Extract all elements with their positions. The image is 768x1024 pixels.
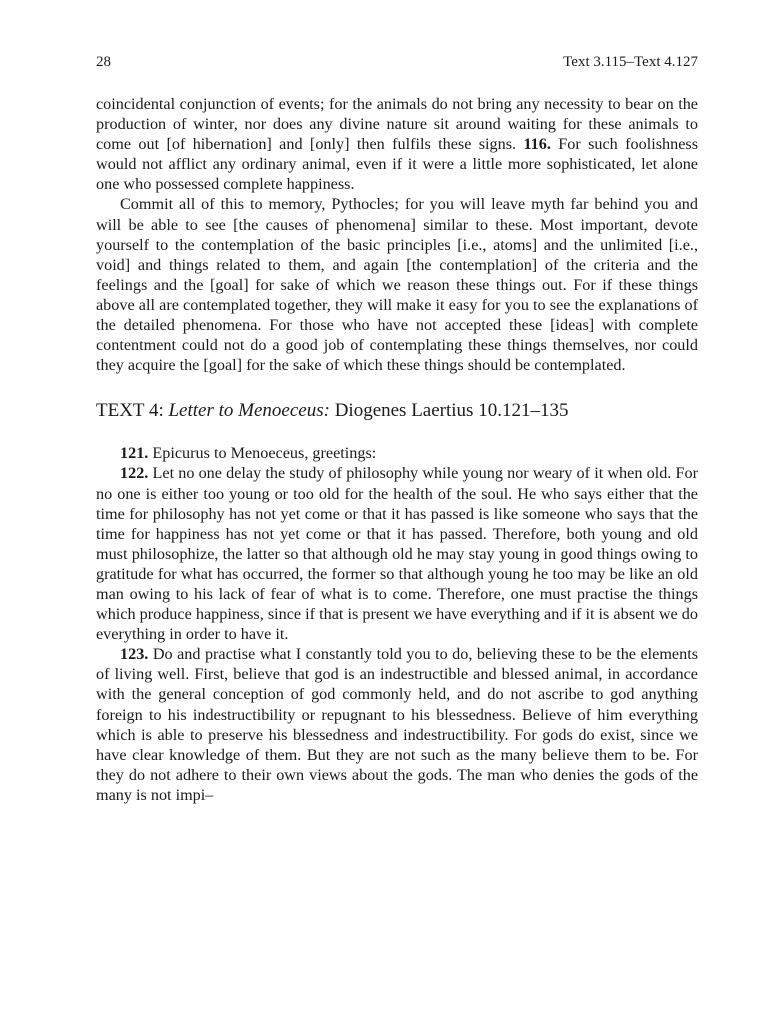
- running-title: Text 3.115–Text 4.127: [563, 54, 698, 70]
- section-number-116: 116.: [523, 135, 551, 154]
- book-page: [96, 52, 698, 805]
- section-label: TEXT 4:: [96, 400, 169, 422]
- page-number: 28: [96, 54, 111, 70]
- paragraph-text: coincidental conjunction of events; for the animals do not bring any necessity to bear on the production of winter, nor does any divine nature sit around waiting for these animals to come out [of hibernation] and [only] then fulfils these signs.: [96, 95, 698, 154]
- section-title: Letter to Menoeceus:: [168, 400, 330, 422]
- section-source: Diogenes Laertius 10.121–135: [329, 400, 569, 422]
- section-heading: [96, 399, 698, 423]
- paragraph-text: For such foolishness would not afflict any ordinary animal, even if it were a little more sophisticated, let alone one who possessed complete happiness.: [96, 135, 698, 194]
- paragraph-pythocles: Commit all of this to memory, Pythocles; for you will leave myth far behind you and will be able to see [the causes of phenomena] similar to these. Most important, devote yourself to the contemplation of the basic principles [i.e., atoms] and the unlimited [i.e., void] and things related to them, and again [the contemplation] of the criteria and the feelings and the [goal] for sake of which we reason these things out. For if these things above all are contemplated together, they will make it easy for you to see the explanations of the detailed phenomena. For those who have not accepted these [ideas] with complete contentment could not do a good job of contemplating these things themselves, nor could they acquire the [goal] for the sake of which these things should be contemplated.: [96, 195, 698, 375]
- body-text: [96, 94, 698, 805]
- paragraph-122: [96, 463, 698, 644]
- section-number-123: 123.: [120, 645, 149, 664]
- section-number-122: 122.: [120, 464, 149, 483]
- running-header: [96, 52, 698, 72]
- paragraph-123: [96, 644, 698, 805]
- paragraph-continuation: [96, 94, 698, 194]
- section-number-121: 121.: [120, 444, 149, 463]
- paragraph-text: Do and practise what I constantly told you to do, believing these to be the elements of living well. First, believe that god is an indestructible and blessed animal, in accordance with the general conception of god commonly held, and do not ascribe to god anything foreign to his indestructibility or repugnant to his blessedness. Believe of him everything which is able to preserve his blessedness and indestructibility. For gods do exist, since we have clear knowledge of them. But they are not such as the many believe them to be. For they do not adhere to their own views about the gods. The man who denies the gods of the many is not impi–: [96, 645, 698, 804]
- paragraph-text: Epicurus to Menoeceus, greetings:: [148, 444, 377, 463]
- paragraph-text: Let no one delay the study of philosophy while young nor weary of it when old. For no one is either too young or too old for the health of the soul. He who says either that the time for philosophy has not yet come or that it has passed is like someone who says that the time for happiness has not yet come or that it has passed. Therefore, both young and old must philosophize, the latter so that although old he may stay young in good things owing to gratitude for what has occurred, the former so that although young he too may be like an old man owing to his lack of fear of what is to come. Therefore, one must practise the things which produce happiness, since if that is present we have everything and if it is absent we do everything in order to have it.: [96, 464, 698, 644]
- paragraph-121: [96, 443, 698, 463]
